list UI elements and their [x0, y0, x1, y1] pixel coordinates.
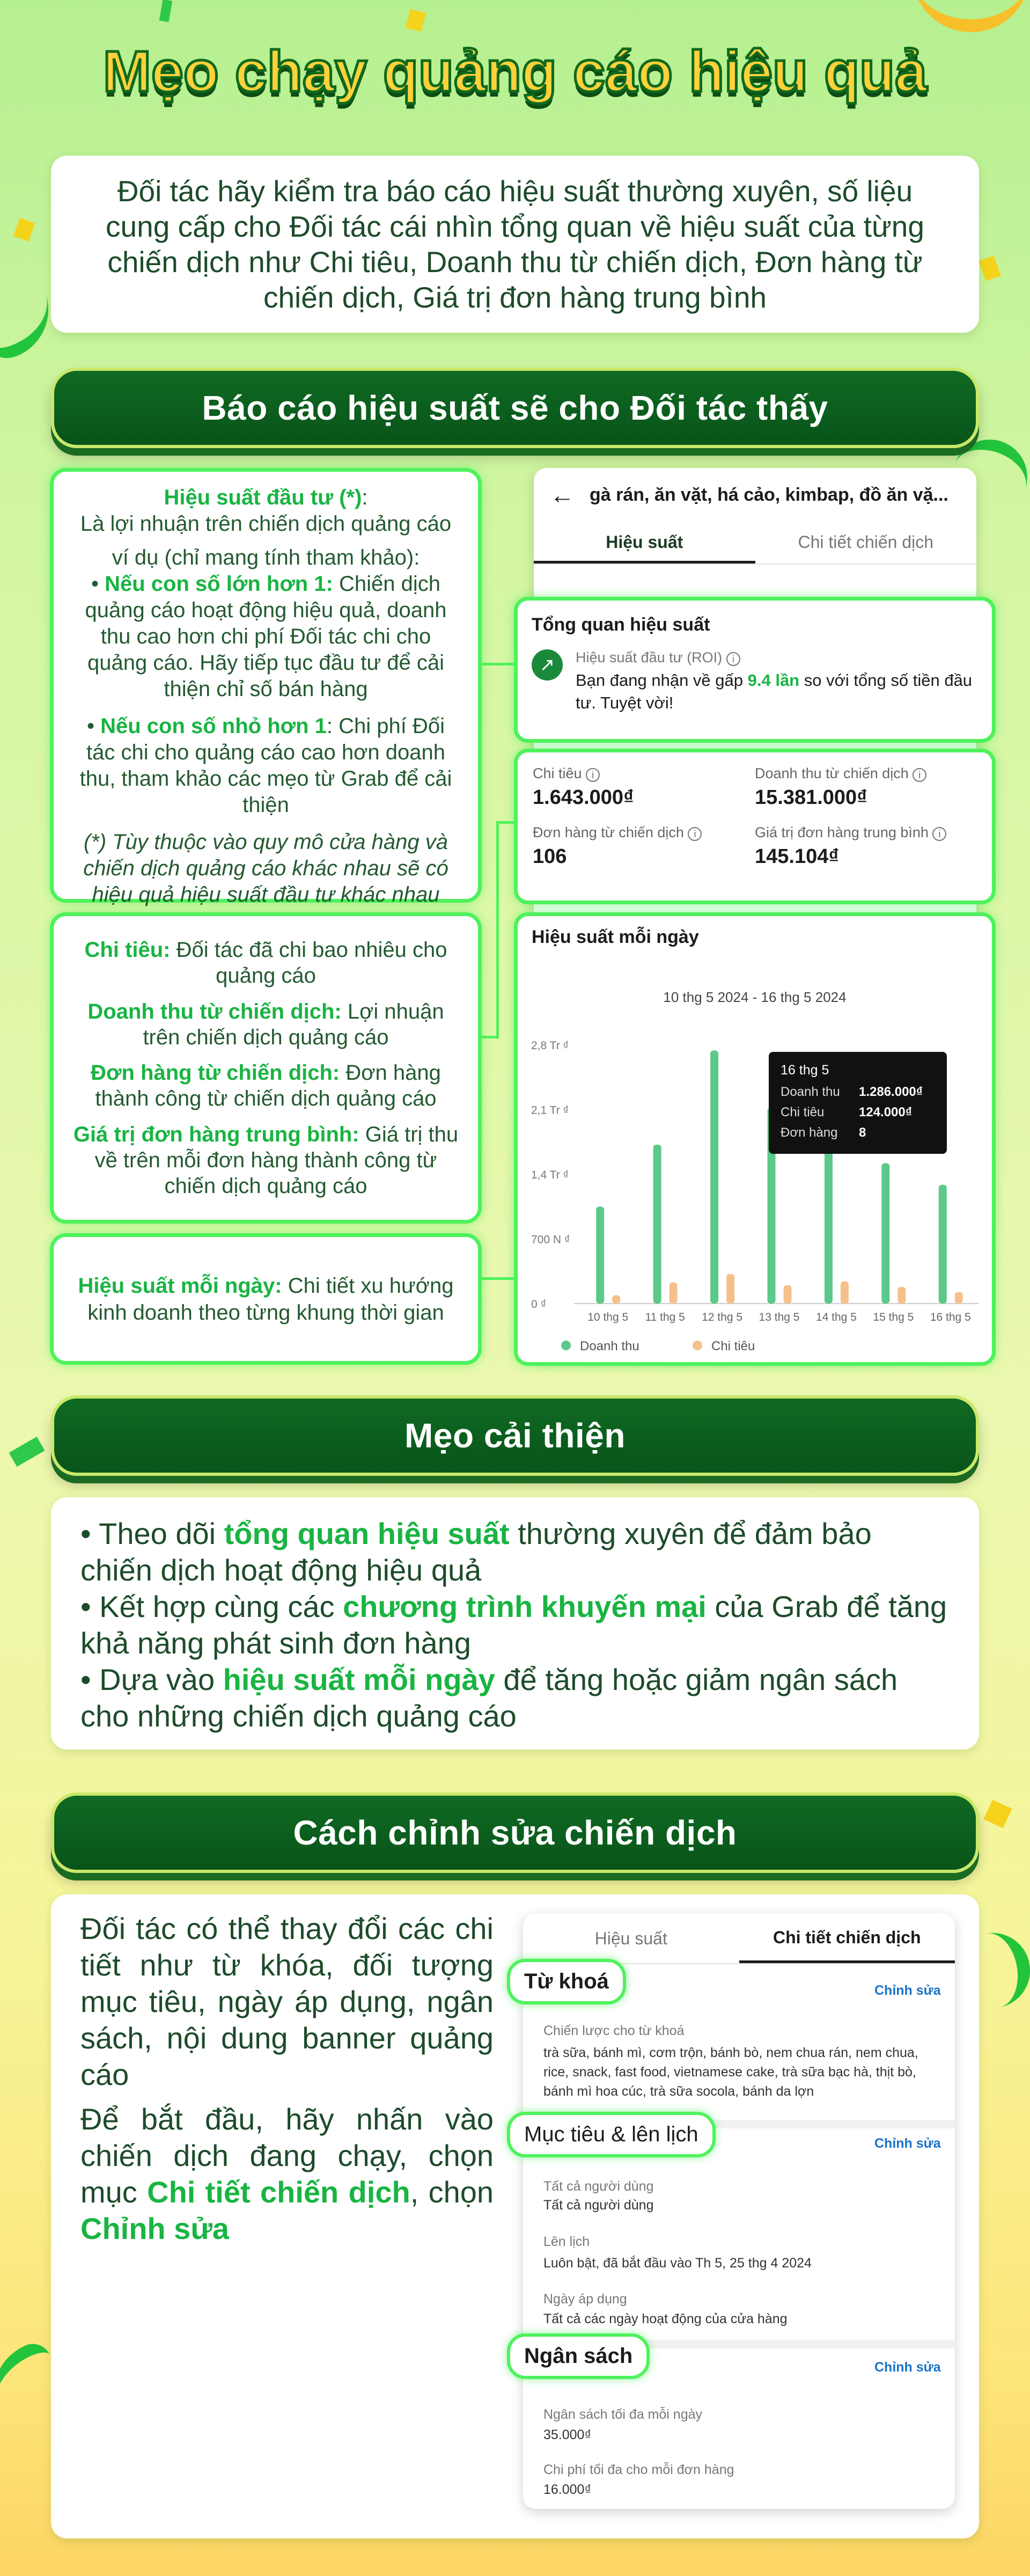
- chart-title: Hiệu suất mỗi ngày: [532, 927, 699, 947]
- overview-card: [514, 597, 996, 743]
- daily-budget-label: Ngân sách tối đa mỗi ngày: [543, 2407, 703, 2422]
- schedule-label: Lên lịch: [543, 2234, 590, 2249]
- tip-bold: chương trình khuyến mại: [343, 1590, 707, 1623]
- tips-card: [51, 1497, 979, 1750]
- bar-doanh-thu: [596, 1206, 604, 1304]
- daily-explain-card: [50, 1233, 482, 1365]
- edit-link[interactable]: Chỉnh sửa: [874, 2136, 941, 2151]
- section-title: Báo cáo hiệu suất sẽ cho Đối tác thấy: [202, 389, 828, 427]
- bar-chi-tiêu: [612, 1296, 620, 1304]
- daily-chart-card: [514, 912, 996, 1366]
- stat-label: Chi tiêu: [533, 765, 582, 781]
- active-days-label: Ngày áp dụng: [543, 2292, 627, 2307]
- metric-text: Đơn hàng thành công từ chiến dịch quảng cáo: [95, 1061, 441, 1111]
- cost-per-order-value: 16.000₫: [543, 2482, 592, 2497]
- edit-paragraph: Đối tác có thể thay đổi các chi tiết như từ khóa, đối tượng mục tiêu, ngày áp dụng, ngân sách, nội dung banner quảng cáo: [80, 1912, 494, 2091]
- stat-value: 15.381.000₫: [755, 786, 867, 809]
- metric-bold: Đơn hàng từ chiến dịch:: [91, 1061, 340, 1085]
- edit-link[interactable]: Chỉnh sửa: [874, 2360, 941, 2375]
- edit-instruction-text: , chọn: [410, 2175, 494, 2209]
- roi-example: ví dụ (chỉ mang tính tham khảo):: [112, 546, 420, 569]
- chart-subtitle: 10 thg 5 2024 - 16 thg 5 2024: [663, 989, 847, 1005]
- roi-explain-card: [50, 468, 482, 906]
- bar-chi-tiêu: [670, 1282, 678, 1304]
- tab-campaign-details[interactable]: Chi tiết chiến dịch: [739, 1913, 955, 1963]
- roi-bullet-2-text: : Chi phí Đối tác chi cho quảng cáo cao hơn doanh thu, tham khảo các mẹo từ Grab để cải thiện: [79, 714, 452, 817]
- bar-chi-tiêu: [784, 1285, 792, 1304]
- roi-heading-suffix: :: [362, 486, 368, 509]
- bar-doanh-thu: [939, 1185, 947, 1304]
- legend-label: Doanh thu: [580, 1339, 639, 1353]
- edit-instruction-bold: Chỉnh sửa: [80, 2212, 230, 2245]
- metric-desc: [70, 1060, 462, 1111]
- roi-bullet-2: • Nếu con số nhỏ hơn 1: Chi phí Đối tác chi cho quảng cáo cao hơn doanh thu, tham khảo các mẹo từ Grab để cải thiện: [79, 714, 452, 817]
- x-tick-label: 15 thg 5: [873, 1311, 914, 1323]
- info-icon[interactable]: i: [726, 652, 740, 666]
- x-tick-label: 14 thg 5: [815, 1311, 857, 1323]
- edit-instruction-text: Để bắt đầu, hãy nhấn vào chiến dịch đang chạy, chọn mục: [80, 2102, 494, 2209]
- connector-line: [496, 821, 499, 1038]
- legend-marker: [693, 1341, 702, 1350]
- roi-value: 9.4 lần: [747, 671, 800, 690]
- bar-chi-tiêu: [841, 1282, 849, 1304]
- x-tick-label: 13 thg 5: [759, 1311, 800, 1323]
- tooltip-value: 1.286.000₫: [859, 1085, 923, 1099]
- roi-line: Là lợi nhuận trên chiến dịch quảng cáo: [80, 512, 452, 536]
- intro-card: [51, 156, 979, 333]
- y-tick-label: 2,1 Tr ₫: [531, 1104, 569, 1117]
- confetti-piece: [9, 1437, 45, 1467]
- stat-value: 145.104₫: [755, 845, 839, 868]
- bar-chi-tiêu: [726, 1274, 734, 1304]
- tab-campaign-details[interactable]: Chi tiết chiến dịch: [798, 532, 934, 552]
- roi-bullet-2-bold: Nếu con số nhỏ hơn 1: [100, 714, 327, 738]
- tab-bar: [523, 1913, 955, 1964]
- bar-doanh-thu: [825, 1128, 833, 1304]
- section-banner-tips: [51, 1395, 979, 1476]
- tip-text: Theo dõi: [99, 1517, 224, 1550]
- y-tick-label: 2,8 Tr ₫: [531, 1040, 569, 1052]
- metric-text: Lợi nhuận trên chiến dịch quảng cáo: [143, 999, 444, 1049]
- stat-item: [533, 765, 755, 809]
- keyword-strategy-label: Chiến lược cho từ khoá: [543, 2023, 685, 2038]
- stat-value: 106: [533, 845, 567, 868]
- stat-label: Giá trị đơn hàng trung bình: [755, 824, 929, 840]
- stat-item: [755, 765, 977, 809]
- roi-label: Hiệu suất đầu tư (ROI): [576, 649, 723, 665]
- tab-bar: [534, 522, 976, 565]
- daily-bold: Hiệu suất mỗi ngày:: [78, 1274, 282, 1298]
- metric-bold: Doanh thu từ chiến dịch:: [87, 999, 342, 1023]
- tooltip-key: Đơn hàng: [781, 1125, 838, 1140]
- info-icon[interactable]: i: [586, 768, 600, 782]
- roi-heading: Hiệu suất đầu tư (*): [164, 486, 362, 509]
- metric-text: Đối tác đã chi bao nhiêu cho quảng cáo: [176, 938, 447, 988]
- tip-text: thường xuyên để đảm bảo chiến dịch hoạt động hiệu quả: [80, 1517, 872, 1587]
- tip-text: Kết hợp cùng các: [99, 1590, 343, 1623]
- confetti-piece: [979, 255, 1001, 281]
- metric-desc: [70, 1122, 462, 1199]
- roi-sentence-pre: Bạn đang nhận về gấp: [576, 671, 743, 690]
- tooltip-key: Doanh thu: [781, 1085, 840, 1099]
- bar-chi-tiêu: [955, 1292, 963, 1304]
- confetti-piece: [13, 218, 35, 241]
- bar-chart: [518, 916, 992, 1362]
- stat-value: 1.643.000₫: [533, 786, 634, 809]
- edit-instruction: [80, 2101, 494, 2247]
- y-tick-label: 700 N ₫: [531, 1233, 570, 1246]
- stat-label: Doanh thu từ chiến dịch: [755, 765, 909, 781]
- keyword-strategy-value: trà sữa, bánh mì, cơm trộn, bánh bò, nem chua rán, nem chua, rice, snack, fast food, vietnamese cake, trà sữa bạc hà, thịt bò, bánh mì hoa cúc, trà sữa socola, bánh da lợn: [543, 2045, 918, 2099]
- tooltip-value: 124.000₫: [859, 1105, 913, 1119]
- roi-bullet-1-text: Chiến dịch quảng cáo hoạt động hiệu quả, doanh thu cao hơn chi phí Đối tác chi cho quảng cáo. Hãy tiếp tục đầu tư để cải thiện chỉ số bán hàng: [85, 572, 447, 701]
- tip-item: • Dựa vào hiệu suất mỗi ngày để tăng hoặc giảm ngân sách cho những chiến dịch quảng cáo: [80, 1663, 898, 1733]
- page-title: Mẹo chạy quảng cáo hiệu quả: [102, 39, 928, 104]
- audience-value: Tất cả người dùng: [543, 2198, 654, 2213]
- confetti-piece: [406, 9, 426, 32]
- metric-bold: Chi tiêu:: [84, 938, 171, 962]
- stat-item: [755, 824, 977, 868]
- tip-item: • Kết hợp cùng các chương trình khuyến mại của Grab để tăng khả năng phát sinh đơn hàng: [80, 1590, 947, 1660]
- cost-per-order-label: Chi phí tối đa cho mỗi đơn hàng: [543, 2462, 734, 2477]
- tip-bold: tổng quan hiệu suất: [224, 1517, 510, 1550]
- roi-note: (*) Tùy thuộc vào quy mô cửa hàng và chiến dịch quảng cáo khác nhau sẽ có hiệu quả hiệu suất đầu tư khác nhau: [83, 830, 448, 906]
- tip-bold: hiệu suất mỗi ngày: [223, 1663, 495, 1696]
- audience-label: Tất cả người dùng: [543, 2179, 654, 2194]
- info-icon[interactable]: i: [913, 768, 926, 782]
- intro-text: Đối tác hãy kiểm tra báo cáo hiệu suất thường xuyên, số liệu cung cấp cho Đối tác cái nhìn tổng quan về hiệu suất của từng chiến dịch như Chi tiêu, Doanh thu từ chiến dịch, Đơn hàng từ chiến dịch, Giá trị đơn hàng trung bình: [106, 174, 924, 314]
- edit-link[interactable]: Chỉnh sửa: [874, 1983, 941, 1998]
- confetti-piece: [159, 0, 173, 22]
- section-title: Cách chỉnh sửa chiến dịch: [293, 1813, 737, 1852]
- section-banner-edit: [51, 1792, 979, 1873]
- y-tick-label: 1,4 Tr ₫: [531, 1169, 569, 1181]
- confetti-ribbon: [912, 0, 1030, 32]
- tab-performance[interactable]: Hiệu suất: [534, 522, 755, 564]
- roi-bullet-1-bold: Nếu con số lớn hơn 1:: [105, 572, 333, 596]
- tab-performance[interactable]: Hiệu suất: [594, 1929, 667, 1948]
- stats-card: [514, 749, 996, 904]
- bar-doanh-thu: [710, 1050, 718, 1304]
- daily-budget-value: 35.000₫: [543, 2427, 592, 2442]
- x-tick-label: 10 thg 5: [587, 1311, 629, 1323]
- metric-desc: [70, 999, 462, 1050]
- x-tick-label: 11 thg 5: [645, 1311, 685, 1323]
- tip-text: của Grab để tăng khả năng phát sinh đơn hàng: [80, 1590, 947, 1660]
- schedule-value: Luôn bật, đã bắt đầu vào Th 5, 25 thg 4 2024: [543, 2256, 812, 2271]
- back-arrow-icon[interactable]: ←: [550, 481, 575, 509]
- metric-bold: Giá trị đơn hàng trung bình:: [73, 1122, 359, 1146]
- bar-doanh-thu: [653, 1145, 661, 1304]
- active-days-value: Tất cả các ngày hoạt động của cửa hàng: [543, 2311, 788, 2326]
- tooltip-value: 8: [859, 1125, 866, 1140]
- info-icon[interactable]: i: [688, 827, 702, 841]
- info-icon[interactable]: i: [932, 827, 946, 841]
- campaign-name: gà rán, ăn vặt, há cảo, kimbap, đồ ăn vặ...: [590, 484, 948, 505]
- app-header: [534, 468, 976, 522]
- stat-label: Đơn hàng từ chiến dịch: [533, 824, 684, 840]
- metric-desc: [70, 937, 462, 989]
- section-banner-report: [51, 368, 979, 448]
- keyword-highlight-pill: Từ khoá: [507, 1959, 626, 2004]
- confetti-piece: [983, 1799, 1012, 1828]
- tip-item: • Theo dõi tổng quan hiệu suất thường xuyên để đảm bảo chiến dịch hoạt động hiệu quả: [80, 1517, 872, 1587]
- metrics-explain-card: [50, 912, 482, 1224]
- stat-item: [533, 824, 755, 868]
- bar-doanh-thu: [881, 1163, 889, 1304]
- overview-title: Tổng quan hiệu suất: [532, 614, 710, 635]
- y-tick-label: 0 ₫: [531, 1298, 547, 1311]
- tip-text: để tăng hoặc giảm ngân sách cho những chiến dịch quảng cáo: [80, 1663, 898, 1733]
- x-tick-label: 12 thg 5: [702, 1311, 743, 1323]
- budget-highlight-pill: Ngân sách: [507, 2333, 650, 2379]
- tip-text: Dựa vào: [99, 1663, 223, 1696]
- roi-bullet-1: • Nếu con số lớn hơn 1: Chiến dịch quảng cáo hoạt động hiệu quả, doanh thu cao hơn chi phí Đối tác chi cho quảng cáo. Hãy tiếp tục đầu tư để cải thiện chỉ số bán hàng: [85, 572, 447, 701]
- legend-label: Chi tiêu: [711, 1339, 755, 1353]
- target-highlight-pill: Mục tiêu & lên lịch: [507, 2112, 716, 2157]
- tooltip-date: 16 thg 5: [781, 1063, 829, 1078]
- daily-text: Chi tiết xu hướng kinh doanh theo từng khung thời gian: [87, 1274, 454, 1324]
- legend-marker: [561, 1341, 571, 1350]
- tooltip-key: Chi tiêu: [781, 1105, 825, 1119]
- roi-sentence-post: so với tổng số tiền đầu tư. Tuyệt vời!: [576, 671, 973, 712]
- edit-instruction-bold: Chi tiết chiến dịch: [147, 2175, 410, 2209]
- x-tick-label: 16 thg 5: [930, 1311, 971, 1323]
- section-title: Mẹo cải thiện: [404, 1416, 626, 1455]
- trend-up-icon: ↗: [532, 649, 563, 680]
- metric-text: Giá trị thu về trên mỗi đơn hàng thành công từ chiến dịch quảng cáo: [94, 1122, 459, 1198]
- bar-chi-tiêu: [897, 1287, 906, 1304]
